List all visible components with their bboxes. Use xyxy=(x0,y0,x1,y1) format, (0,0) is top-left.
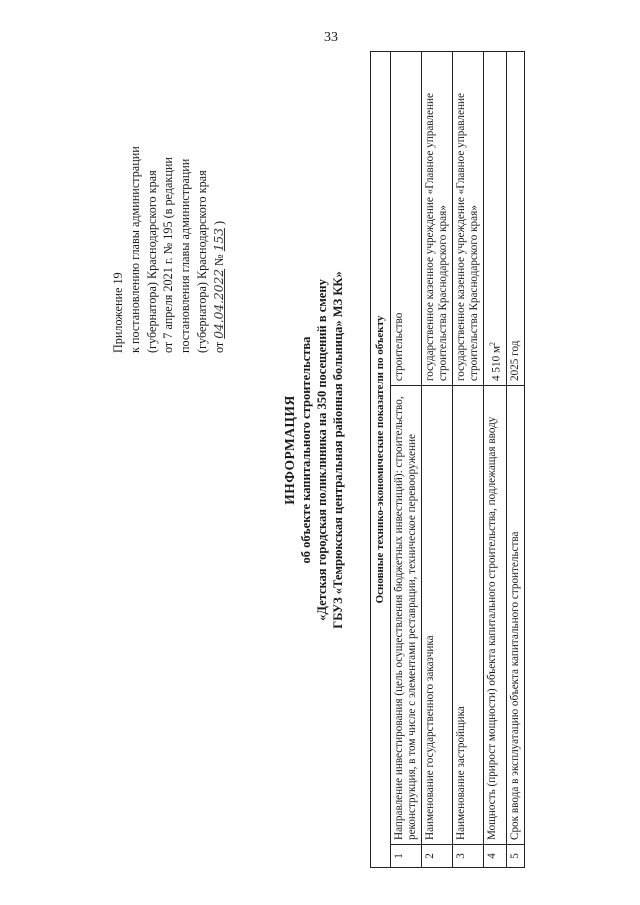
table-row xyxy=(453,52,484,868)
row-value: 2025 год xyxy=(506,52,524,386)
row-number: 1 xyxy=(391,845,422,868)
row-value: государственное казенное учреждение «Главное управление строительства Краснодарского края» xyxy=(453,52,484,386)
row-value xyxy=(484,52,507,386)
table-row xyxy=(422,52,453,868)
document-title xyxy=(282,190,346,710)
rotated-document-content xyxy=(0,30,640,880)
row-name: Наименование государственного заказчика xyxy=(422,386,453,845)
row-name: Направление инвестирования (цель осуществления бюджетных инвестиций): строительство, реконструкция, в том числе с элементами реставрации, техническое перевооружение xyxy=(391,386,422,845)
row-number: 3 xyxy=(453,845,484,868)
table-row xyxy=(391,52,422,868)
row-number: 2 xyxy=(422,845,453,868)
row-value-sup: 2 xyxy=(488,341,497,346)
row-number: 5 xyxy=(506,845,524,868)
row-value: строительство xyxy=(391,52,422,386)
appendix-line: Приложение 19 xyxy=(111,272,125,353)
number-prefix: № xyxy=(211,254,226,266)
handwritten-date: 04.04.2022 xyxy=(211,268,226,339)
row-value-text: 4 510 м xyxy=(490,345,503,381)
table-header: Основные технико-экономические показатели по объекту xyxy=(371,52,391,868)
appendix-line: от 7 апреля 2021 г. № 195 (в редакции xyxy=(161,157,176,353)
row-name: Наименование застройщика xyxy=(453,386,484,845)
row-value: государственное казенное учреждение «Главное управление строительства Краснодарского края» xyxy=(422,52,453,386)
appendix-date-line xyxy=(211,33,228,353)
page-number: 33 xyxy=(324,30,338,45)
title-line: об объекте капитального строительства xyxy=(299,336,313,564)
row-name: Мощность (прирост мощности) объекта капитального строительства, подлежащая вводу xyxy=(484,386,507,845)
date-prefix: от xyxy=(211,341,226,353)
row-number: 4 xyxy=(484,845,507,868)
title-line: ГБУЗ «Темрюкская центральная районная больница» МЗ КК» xyxy=(331,271,345,629)
appendix-line: постановления главы администрации xyxy=(178,158,193,353)
appendix-line: (губернатора) Краснодарского края xyxy=(194,170,209,353)
table-header-row xyxy=(371,52,391,868)
indicators-table xyxy=(370,51,525,868)
title-line: «Детская городская поликлиника на 350 посещений в смену xyxy=(315,279,329,621)
table-row xyxy=(484,52,507,868)
table-row xyxy=(506,52,524,868)
appendix-line: (губернатора) Краснодарского края xyxy=(144,170,159,353)
title-main: ИНФОРМАЦИЯ xyxy=(282,395,297,505)
row-name: Срок ввода в эксплуатацию объекта капитального строительства xyxy=(506,386,524,845)
appendix-block xyxy=(110,33,228,353)
appendix-line: к постановлению главы администрации xyxy=(127,146,142,353)
handwritten-number: 153 xyxy=(211,228,226,252)
close-paren: ) xyxy=(211,220,226,226)
